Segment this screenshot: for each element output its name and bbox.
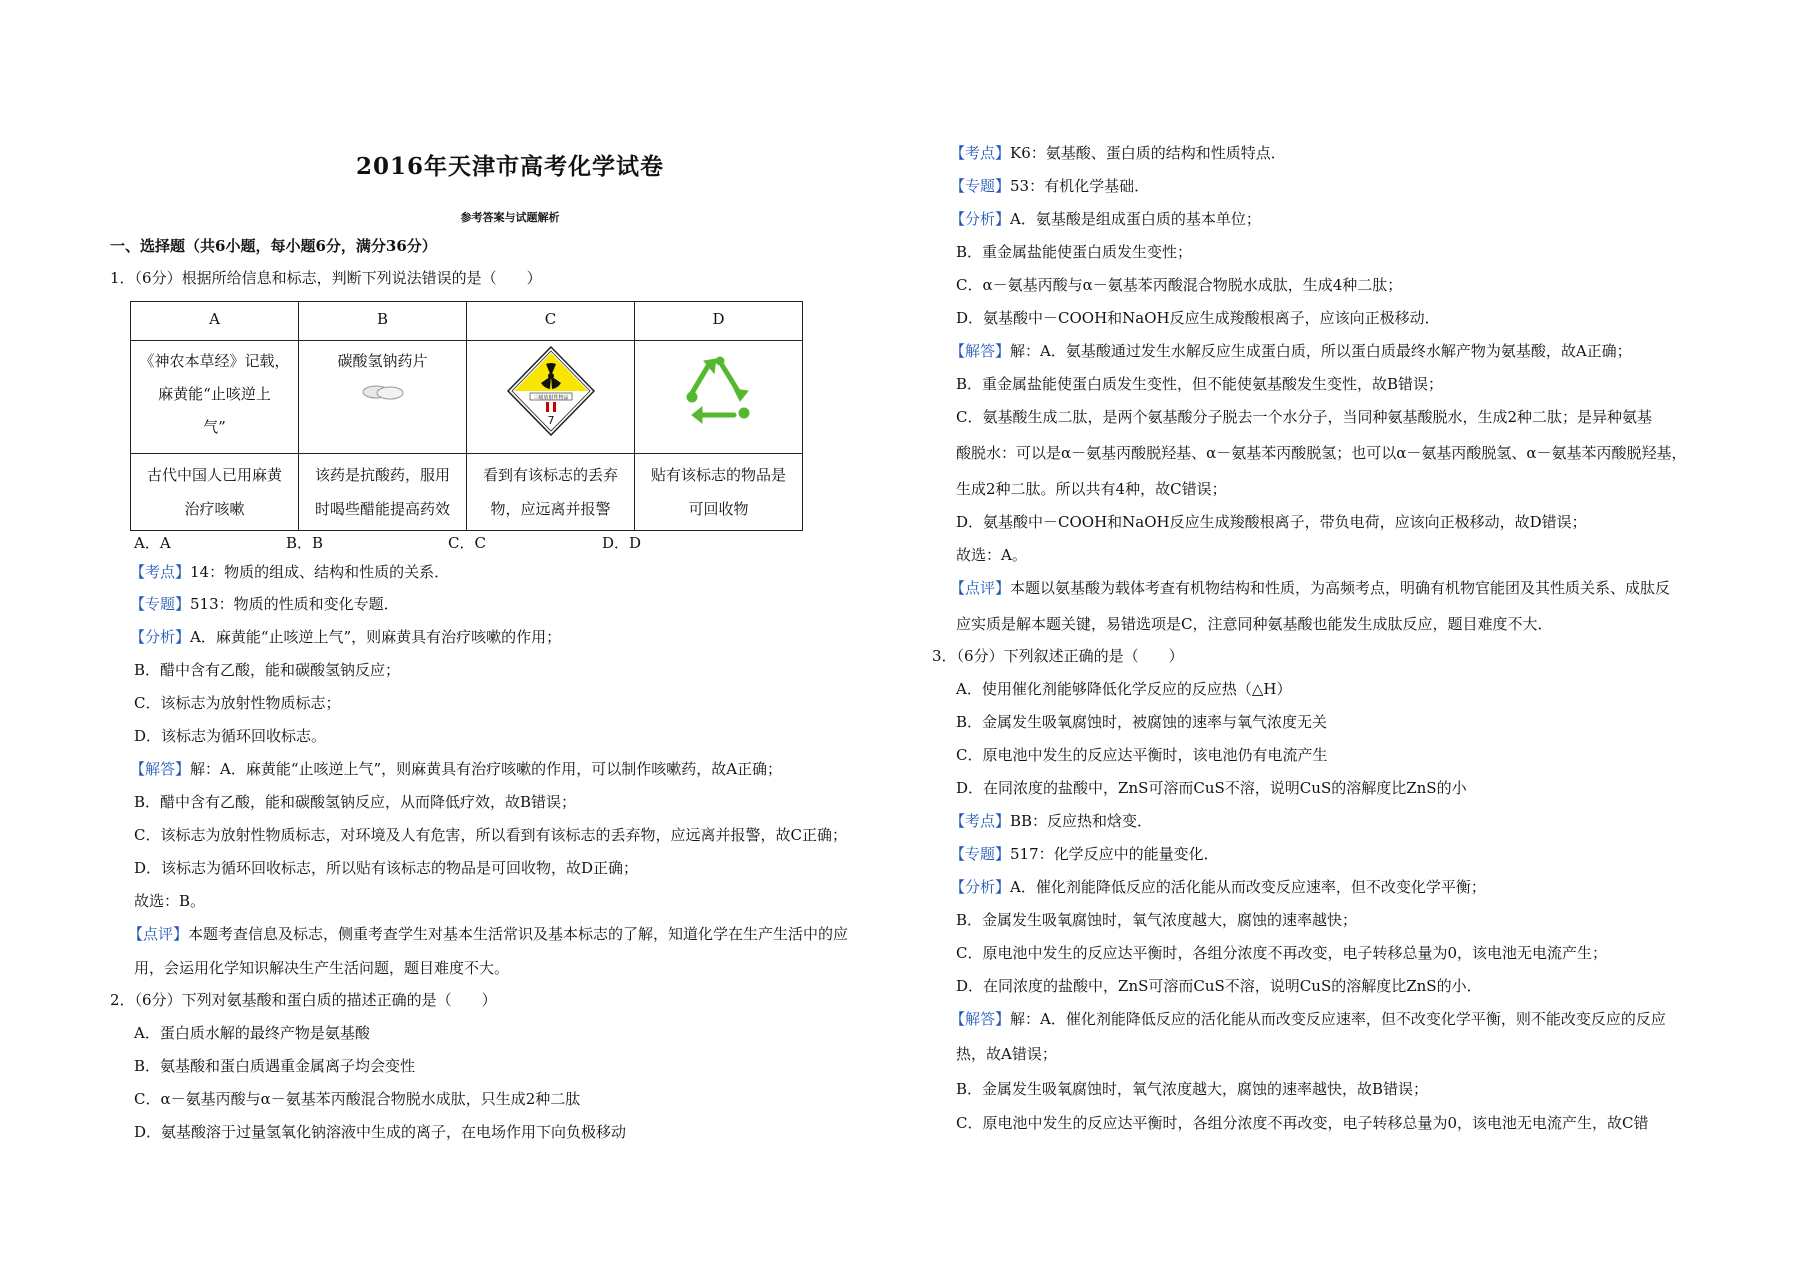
q1-option-c: C．C <box>448 534 486 552</box>
q2-dianping-cont: 应实质是解本题关键，易错选项是C，注意同种氨基酸也能发生成肽反应，题目难度不大． <box>956 615 1553 633</box>
q3-fenxi-line: C．原电池中发生的反应达平衡时，各组分浓度不再改变，电子转移总量为0，该电池无电流产生； <box>956 944 1608 962</box>
q1-kaodian: 【考点】14：物质的组成、结构和性质的关系． <box>130 563 450 581</box>
q1-cell-d-info <box>635 341 803 454</box>
q1-cell-b-info: 碳酸氢钠药片 <box>299 341 467 454</box>
q1-jieda-line: D．该标志为循环回收标志，所以贴有该标志的物品是可回收物，故D正确； <box>134 859 639 877</box>
q2-fenxi: 【分析】A．氨基酸是组成蛋白质的基本单位； <box>950 210 1261 228</box>
section-heading: 一、选择题（共6小题，每小题6分，满分36分） <box>110 237 437 255</box>
recycle-icon <box>678 351 760 433</box>
q1-cell-b-stmt: 该药是抗酸药，服用 时喝些醋能提高药效 <box>299 454 467 531</box>
radiation-hazard-icon <box>506 345 596 437</box>
q2-fenxi-line: D．氨基酸中－COOH和NaOH反应生成羧酸根离子，应该向正极移动． <box>956 309 1440 327</box>
q3-fenxi-line: B．金属发生吸氧腐蚀时，氧气浓度越大，腐蚀的速率越快； <box>956 911 1358 929</box>
q1-dianping-cont: 用，会运用化学知识解决生产生活问题，题目难度不大。 <box>134 959 510 977</box>
q3-option-d: D．在同浓度的盐酸中，ZnS可溶而CuS不溶，说明CuS的溶解度比ZnS的小 <box>956 779 1467 797</box>
q3-jieda-line: 热，故A错误； <box>956 1045 1057 1063</box>
q3-jieda-line: C．原电池中发生的反应达平衡时，各组分浓度不再改变，电子转移总量为0，该电池无电流产生，故C错 <box>956 1114 1649 1132</box>
q1-table <box>130 301 803 531</box>
q3-jieda: 【解答】解：A．催化剂能降低反应的活化能从而改变反应速率，但不改变化学平衡，则不能改变反应的反应 <box>950 1010 1666 1028</box>
q1-dianping: 【点评】本题考查信息及标志，侧重考查学生对基本生活常识及基本标志的了解，知道化学在生产生活中的应 <box>128 925 849 943</box>
q2-fenxi-line: C．α－氨基丙酸与α－氨基苯丙酸混合物脱水成肽，生成4种二肽； <box>956 276 1403 294</box>
q1-option-d: D．D <box>602 534 642 552</box>
q2-stem: 2．（6分）下列对氨基酸和蛋白质的描述正确的是（ ） <box>110 991 497 1009</box>
q1-cell-a-stmt: 古代中国人已用麻黄 治疗咳嗽 <box>131 454 299 531</box>
page-title: 2016年天津市高考化学试卷 <box>355 153 664 180</box>
q1-header-b: B <box>299 302 467 341</box>
page-subtitle: 参考答案与试题解析 <box>460 211 560 224</box>
q3-fenxi: 【分析】A．催化剂能降低反应的活化能从而改变反应速率，但不改变化学平衡； <box>950 878 1486 896</box>
q1-jieda-line: 故选：B。 <box>134 892 206 910</box>
q1-fenxi: 【分析】A．麻黄能“止咳逆上气”，则麻黄具有治疗咳嗽的作用； <box>130 628 562 646</box>
q2-jieda-line: C．氨基酸生成二肽，是两个氨基酸分子脱去一个水分子，当同种氨基酸脱水，生成2种二肽；是异种氨基 <box>956 408 1653 426</box>
q2-jieda-line: B．重金属盐能使蛋白质发生变性，但不能使氨基酸发生变性，故B错误； <box>956 375 1444 393</box>
q1-jieda-line: C．该标志为放射性物质标志，对环境及人有危害，所以看到有该标志的丢弃物，应远离并报警，故C正确； <box>134 826 847 844</box>
tablet-image <box>360 382 406 402</box>
q1-stem: 1．（6分）根据所给信息和标志，判断下列说法错误的是（ ） <box>110 269 542 287</box>
q1-jieda-line: B．醋中含有乙酸，能和碳酸氢钠反应，从而降低疗效，故B错误； <box>134 793 577 811</box>
q2-jieda-line: D．氨基酸中－COOH和NaOH反应生成羧酸根离子，带负电荷，应该向正极移动，故D错误； <box>956 513 1587 531</box>
q2-jieda-line: 故选：A。 <box>956 546 1027 564</box>
q3-fenxi-line: D．在同浓度的盐酸中，ZnS可溶而CuS不溶，说明CuS的溶解度比ZnS的小． <box>956 977 1482 995</box>
q3-zhuanti: 【专题】517：化学反应中的能量变化． <box>950 845 1219 863</box>
q2-option-b: B．氨基酸和蛋白质遇重金属离子均会变性 <box>134 1057 416 1075</box>
q1-option-b: B．B <box>286 534 324 552</box>
q2-fenxi-line: B．重金属盐能使蛋白质发生变性； <box>956 243 1193 261</box>
q1-fenxi-line: D．该标志为循环回收标志。 <box>134 727 327 745</box>
q3-stem: 3．（6分）下列叙述正确的是（ ） <box>932 647 1184 665</box>
q1-fenxi-line: B．醋中含有乙酸，能和碳酸氢钠反应； <box>134 661 401 679</box>
q1-cell-d-stmt: 贴有该标志的物品是 可回收物 <box>635 454 803 531</box>
q3-option-c: C．原电池中发生的反应达平衡时，该电池仍有电流产生 <box>956 746 1328 764</box>
q1-cell-a-info: 《神农本草经》记载， 麻黄能“止咳逆上 气” <box>131 341 299 454</box>
radiation-label: 三级放射性物品 <box>532 395 569 401</box>
q1-fenxi-line: C．该标志为放射性物质标志； <box>134 694 341 712</box>
q1-header-d: D <box>635 302 803 341</box>
q1-option-a: A．A <box>134 534 171 552</box>
q2-jieda-line: 生成2种二肽。所以共有4种，故C错误； <box>956 480 1227 498</box>
q1-zhuanti: 【专题】513：物质的性质和变化专题． <box>130 595 399 613</box>
q3-jieda-line: B．金属发生吸氧腐蚀时，氧气浓度越大，腐蚀的速率越快，故B错误； <box>956 1080 1429 1098</box>
q3-option-b: B．金属发生吸氧腐蚀时，被腐蚀的速率与氧气浓度无关 <box>956 713 1328 731</box>
q1-cell-c-info <box>467 341 635 454</box>
q3-kaodian: 【考点】BB：反应热和焓变． <box>950 812 1153 830</box>
q2-kaodian: 【考点】K6：氨基酸、蛋白质的结构和性质特点． <box>950 144 1286 162</box>
q2-option-d: D．氨基酸溶于过量氢氧化钠溶液中生成的离子，在电场作用下向负极移动 <box>134 1123 627 1141</box>
q2-option-a: A．蛋白质水解的最终产物是氨基酸 <box>134 1024 370 1042</box>
q2-jieda-line: 酸脱水：可以是α－氨基丙酸脱羟基、α－氨基苯丙酸脱氢；也可以α－氨基丙酸脱氢、α－氨基苯丙酸脱羟基， <box>956 444 1687 462</box>
q1-header-a: A <box>131 302 299 341</box>
q1-jieda: 【解答】解：A．麻黄能“止咳逆上气”，则麻黄具有治疗咳嗽的作用，可以制作咳嗽药，故A正确； <box>130 760 783 778</box>
q1-cell-c-stmt: 看到有该标志的丢弃 物，应远离并报警 <box>467 454 635 531</box>
q2-option-c: C．α－氨基丙酸与α－氨基苯丙酸混合物脱水成肽，只生成2种二肽 <box>134 1090 581 1108</box>
q2-zhuanti: 【专题】53：有机化学基础． <box>950 177 1150 195</box>
q3-option-a: A．使用催化剂能够降低化学反应的反应热（△H） <box>956 680 1292 698</box>
q2-dianping: 【点评】本题以氨基酸为载体考查有机物结构和性质，为高频考点，明确有机物官能团及其性质关系、成肽反 <box>950 579 1671 597</box>
q2-jieda: 【解答】解：A．氨基酸通过发生水解反应生成蛋白质，所以蛋白质最终水解产物为氨基酸，故A正确； <box>950 342 1632 360</box>
q1-header-c: C <box>467 302 635 341</box>
radiation-class-digit: 7 <box>547 414 554 427</box>
